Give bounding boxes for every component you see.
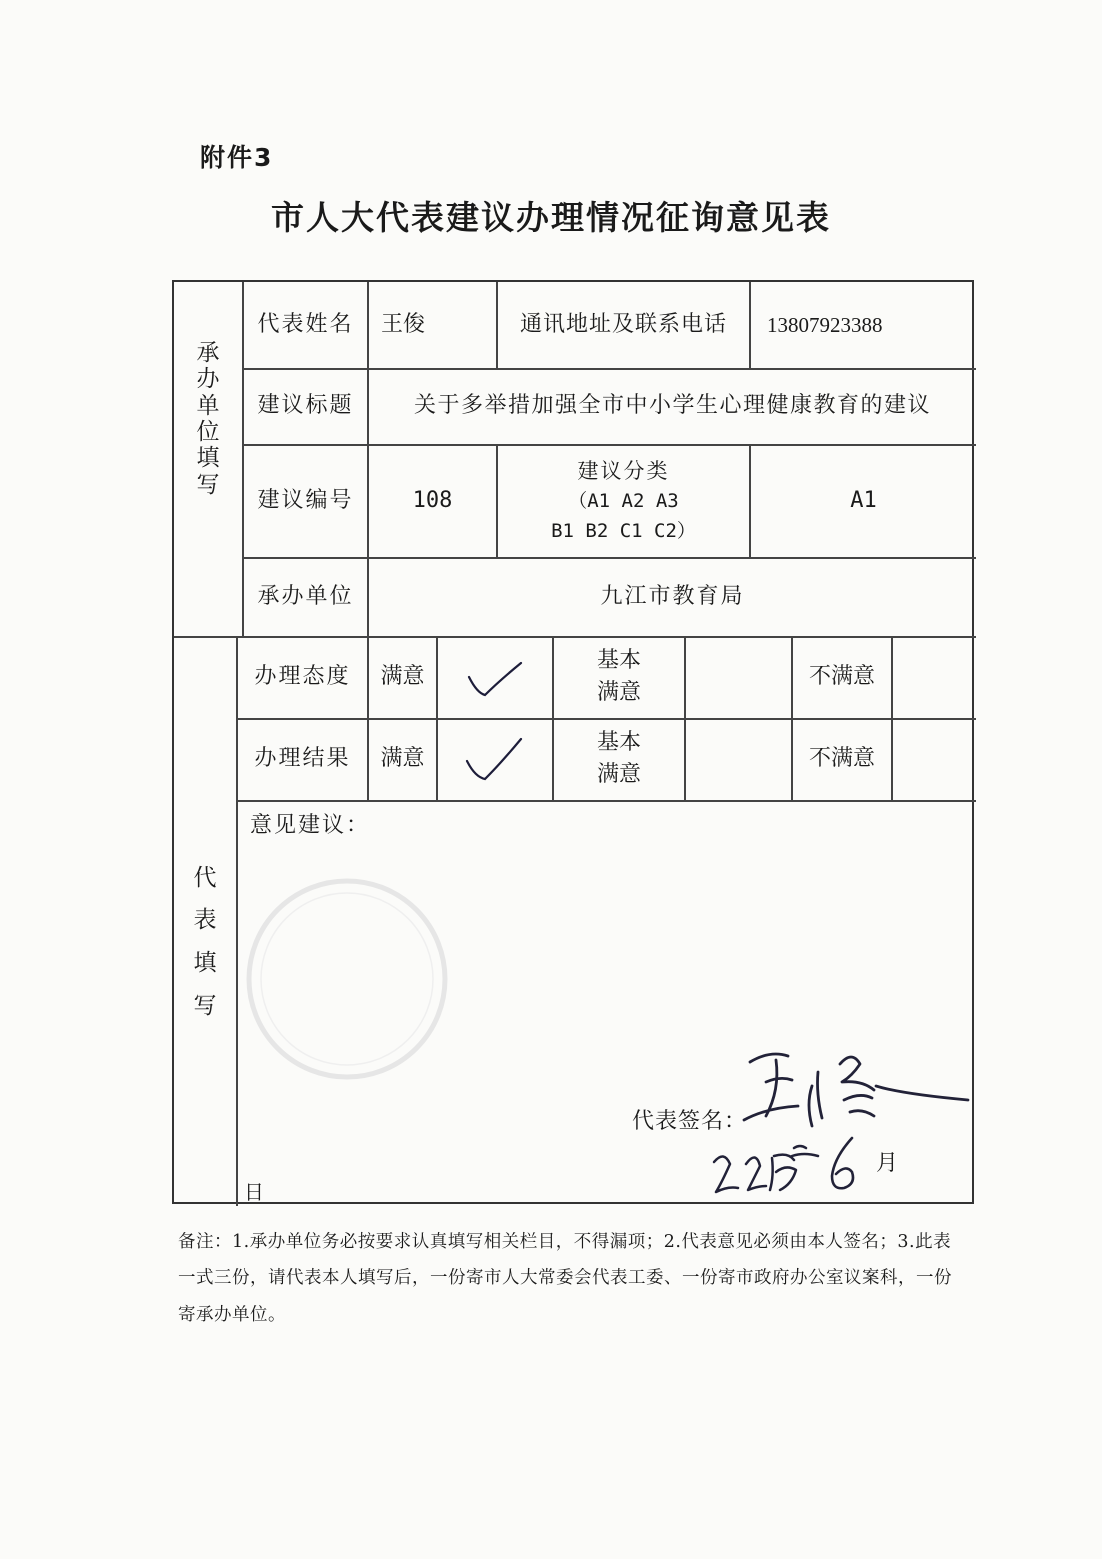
contact-value[interactable]: 13807923388 <box>767 312 883 337</box>
result-not-satisfied-label: 不满意 <box>808 746 875 772</box>
form-title: 市人大代表建议办理情况征询意见表 <box>271 198 831 237</box>
footnote: 备注：1.承办单位务必按要求认真填写相关栏目，不得漏项；2.代表意见必须由本人签名；3.此表一式三份，请代表本人填写后，一份寄市人大常委会代表工委、一份寄市政府办公室议案科，一份寄承办单位。 <box>178 1232 952 1325</box>
opinion-form <box>172 280 974 1204</box>
signature-label: 代表签名： <box>632 1109 748 1134</box>
handwritten-signature <box>736 1030 974 1142</box>
attitude-not-satisfied-checkbox[interactable] <box>893 636 976 718</box>
checkmark-icon <box>465 655 525 699</box>
attitude-not-satisfied-label: 不满意 <box>808 664 875 690</box>
day-label: 日 <box>244 1180 264 1204</box>
attitude-satisfied-checkbox[interactable] <box>438 636 552 718</box>
attitude-basic-label: 基本 满意 <box>596 648 641 705</box>
row-line <box>236 800 976 802</box>
result-basic-checkbox[interactable] <box>686 718 791 800</box>
attitude-satisfied-label: 满意 <box>380 664 425 690</box>
number-value[interactable]: 108 <box>412 487 453 513</box>
category-value[interactable]: A1 <box>850 487 877 513</box>
result-satisfied-checkbox[interactable] <box>438 718 552 800</box>
faint-seal-icon <box>242 874 452 1084</box>
attitude-basic-checkbox[interactable] <box>686 636 791 718</box>
checkmark-icon <box>463 733 527 785</box>
result-basic-label: 基本 满意 <box>596 730 641 787</box>
comments-label: 意见建议： <box>250 813 371 838</box>
handwritten-year <box>708 1134 826 1200</box>
section-representative: 代 表 填 写 <box>193 864 217 1019</box>
category-options-line: （A1 A2 A3 <box>568 490 679 513</box>
unit-label: 承办单位 <box>257 583 354 609</box>
month-label: 月 <box>876 1151 899 1176</box>
rep-name-value[interactable]: 王俊 <box>381 312 426 338</box>
result-label: 办理结果 <box>254 746 351 772</box>
rep-name-label: 代表姓名 <box>257 312 354 338</box>
section-undertaker: 承 办 单 位 填 写 <box>196 339 220 498</box>
category-options-line: B1 B2 C1 C2） <box>551 519 696 542</box>
handwritten-month-number <box>822 1132 870 1196</box>
unit-value[interactable]: 九江市教育局 <box>600 583 745 609</box>
contact-label: 通讯地址及联系电话 <box>519 312 727 338</box>
result-satisfied-label: 满意 <box>380 746 425 772</box>
title-label: 建议标题 <box>257 393 354 419</box>
attachment-label: 附件3 <box>200 143 274 172</box>
result-not-satisfied-checkbox[interactable] <box>893 718 976 800</box>
attitude-label: 办理态度 <box>254 664 351 690</box>
suggestion-title-value[interactable]: 关于多举措加强全市中小学生心理健康教育的建议 <box>413 393 931 419</box>
number-label: 建议编号 <box>257 487 354 513</box>
category-label <box>498 444 749 557</box>
category-label-line: 建议分类 <box>577 458 670 483</box>
